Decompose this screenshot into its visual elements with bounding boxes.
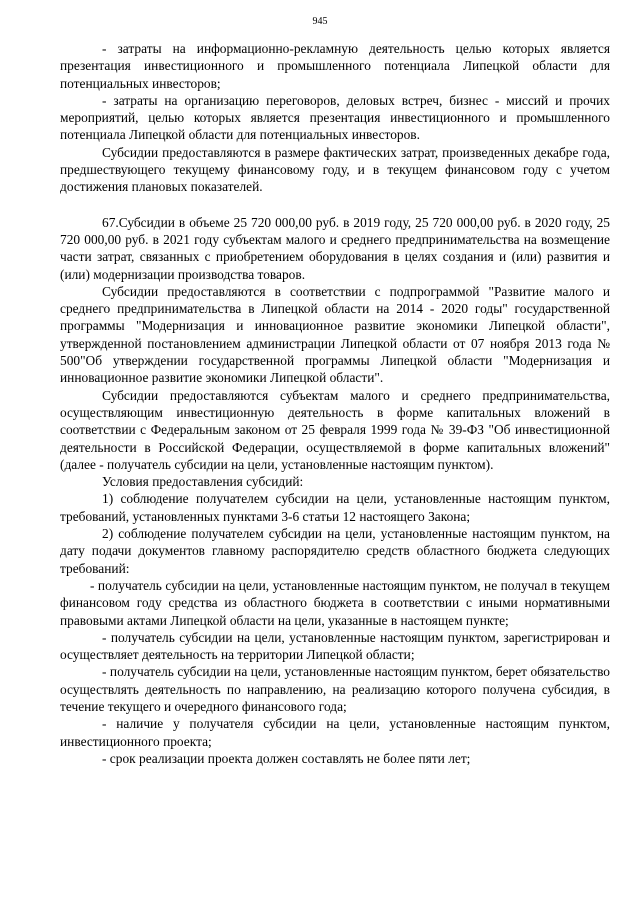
paragraph-conditions-heading: Условия предоставления субсидий: [102, 474, 304, 490]
paragraph-expense-advertising: - затраты на информационно-рекламную деятельность целью которых является презентация инвестиционного и промышленного потенциала Липецкой области для потенциальных инвесторов; [60, 41, 610, 91]
paragraph-recipients: Субсидии предоставляются субъектам малого и среднего предпринимательства, осуществляющим инвестиционную деятельность в форме капитальных вложений в соответствии с Федеральным законом от 25 февраля 1999 года № 39-ФЗ "Об инвестиционной деятельности в Российской Федерации, осуществляемой в форме капитальных вложений" (далее - получатель субсидии на цели, установленные настоящим пунктом). [60, 387, 610, 472]
paragraph-subsidy-amount-actual: Субсидии предоставляются в размере фактических затрат, произведенных декабре года, предшествующего текущему финансовому году, и в текущем финансовом году с учетом достижения плановых показателей. [60, 144, 610, 195]
paragraph-condition-1: 1) соблюдение получателем субсидии на цели, установленные настоящим пунктом, требований, установленных пунктами 3-6 статьи 12 настоящего Закона; [60, 491, 610, 524]
paragraph-requirement-registered: - получатель субсидии на цели, установленные настоящим пунктом, зарегистрирован и осуществляет деятельность на территории Липецкой области; [60, 629, 610, 663]
paragraph-subprogram-reference: Субсидии предоставляются в соответствии с подпрограммой "Развитие малого и среднего предпринимательства в Липецкой области на 2014 - 2020 годы" государственной программы "Модернизация и инновационное развитие экономики Липецкой области", утвержденной постановлением администрации Липецкой области от 07 ноября 2013 года № 500"Об утверждении государственной программы Липецкой области "Модернизация и инновационное развитие экономики Липецкой области". [60, 283, 610, 386]
document-body [60, 40, 610, 767]
paragraph-condition-2: 2) соблюдение получателем субсидии на цели, установленные настоящим пунктом, на дату подачи документов главному распорядителю средств областного бюджета следующих требований: [60, 526, 610, 576]
paragraph-requirement-term: - срок реализации проекта должен составлять не более пяти лет; [102, 750, 471, 766]
page-number: 945 [312, 16, 328, 27]
paragraph-requirement-no-other-funds: - получатель субсидии на цели, установленные настоящим пунктом, не получал в текущем финансовом году средства из областного бюджета в соответствии с иными нормативными правовыми актами Липецкой области на цели, указанные в настоящем пункте; [60, 577, 610, 628]
paragraph-item-67: 67.Субсидии в объеме 25 720 000,00 руб. в 2019 году, 25 720 000,00 руб. в 2020 году, 25 720 000,00 руб. в 2021 году субъектам малого и среднего предпринимательства на возмещение части затрат, связанных с приобретением оборудования в целях создания и (или) развития и (или) модернизации производства товаров. [60, 214, 610, 282]
paragraph-expense-negotiations: - затраты на организацию переговоров, деловых встреч, бизнес - миссий и прочих мероприятий, целью которых является презентация инвестиционного и промышленного потенциала Липецкой области для потенциальных инвесторов. [60, 92, 610, 143]
paragraph-requirement-obligation: - получатель субсидии на цели, установленные настоящим пунктом, берет обязательство осуществлять деятельность по направлению, на реализацию которого получена субсидия, в течение текущего и очередного финансового года; [60, 664, 610, 714]
paragraph-requirement-project: - наличие у получателя субсидии на цели, установленные настоящим пунктом, инвестиционного проекта; [60, 716, 610, 749]
